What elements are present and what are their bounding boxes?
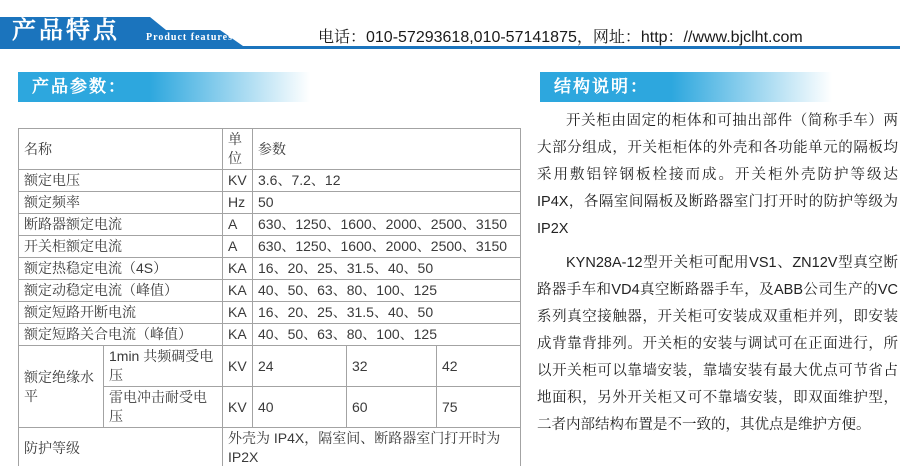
param-value: 60 <box>347 387 437 428</box>
param-unit: Hz <box>223 192 253 214</box>
table-row <box>19 170 521 192</box>
param-value: 16、20、25、31.5、40、50 <box>253 258 521 280</box>
table-row-insulation-1 <box>19 346 521 387</box>
parameters-table <box>18 128 521 466</box>
param-unit: KA <box>223 324 253 346</box>
table-row <box>19 302 521 324</box>
param-unit: KA <box>223 258 253 280</box>
table-row <box>19 192 521 214</box>
table-row <box>19 214 521 236</box>
contact-info: 电话：010-57293618,010-57141875，网址：http：//www.bjclht.com <box>318 29 803 46</box>
section-header-parameters: 产品参数： <box>18 72 310 102</box>
param-value: 630、1250、1600、2000、2500、3150 <box>253 236 521 258</box>
param-unit: KV <box>223 346 253 387</box>
page-title: 产品特点 <box>12 17 120 44</box>
structure-description <box>537 108 898 446</box>
column-header-name: 名称 <box>19 129 223 170</box>
param-subname: 雷电冲击耐受电压 <box>104 387 223 428</box>
table-row-protection <box>19 428 521 466</box>
param-value: 40 <box>253 387 347 428</box>
table-row <box>19 236 521 258</box>
param-value: 16、20、25、31.5、40、50 <box>253 302 521 324</box>
param-value: 外壳为 IP4X，隔室间、断路器室门打开时为 IP2X <box>223 428 521 466</box>
param-value: 40、50、63、80、100、125 <box>253 324 521 346</box>
param-name: 防护等级 <box>19 428 223 466</box>
param-name: 额定短路关合电流（峰值） <box>19 324 223 346</box>
param-value: 24 <box>253 346 347 387</box>
param-value: 630、1250、1600、2000、2500、3150 <box>253 214 521 236</box>
param-name: 额定短路开断电流 <box>19 302 223 324</box>
param-unit: A <box>223 236 253 258</box>
param-name: 额定频率 <box>19 192 223 214</box>
param-value: 32 <box>347 346 437 387</box>
param-unit: KA <box>223 302 253 324</box>
param-unit: KA <box>223 280 253 302</box>
param-name: 开关柜额定电流 <box>19 236 223 258</box>
param-value: 40、50、63、80、100、125 <box>253 280 521 302</box>
section-header-structure: 结构说明： <box>540 72 832 102</box>
param-name: 额定热稳定电流（4S） <box>19 258 223 280</box>
param-value: 42 <box>437 346 521 387</box>
param-value: 75 <box>437 387 521 428</box>
param-unit: KV <box>223 170 253 192</box>
page-subtitle: Product features <box>146 32 234 43</box>
table-row <box>19 258 521 280</box>
column-header-unit: 单位 <box>223 129 253 170</box>
param-name: 额定动稳定电流（峰值） <box>19 280 223 302</box>
table-row <box>19 324 521 346</box>
param-unit: A <box>223 214 253 236</box>
table-row <box>19 280 521 302</box>
structure-paragraph-2: KYN28A-12型开关柜可配用VS1、ZN12V型真空断路器手车和VD4真空断路器手车，及ABB公司生产的VC系列真空接触器，开关柜可安装成双重柜并列，即安装成背靠背排列。开关柜的安装与调试可在正面进行，所以开关柜可以靠墙安装，靠墙安装有最大优点可节省占地面积，另外开关柜又可不靠墙安装，即双面维护型，二者内部结构布置是不一致的，其优点是维护方便。 <box>537 255 898 433</box>
param-name: 额定电压 <box>19 170 223 192</box>
structure-paragraph-1: 开关柜由固定的柜体和可抽出部件（简称手车）两大部分组成，开关柜柜体的外壳和各功能单元的隔板均采用敷铝锌钢板栓接而成。开关柜外壳防护等级达IP4X，各隔室间隔板及断路器室门打开时的防护等级为IP2X <box>537 113 898 237</box>
column-header-value: 参数 <box>253 129 521 170</box>
param-name: 额定绝缘水平 <box>19 346 104 428</box>
table-header-row <box>19 129 521 170</box>
param-value: 3.6、7.2、12 <box>253 170 521 192</box>
param-name: 断路器额定电流 <box>19 214 223 236</box>
param-unit: KV <box>223 387 253 428</box>
param-subname: 1min 共频碉受电压 <box>104 346 223 387</box>
param-value: 50 <box>253 192 521 214</box>
